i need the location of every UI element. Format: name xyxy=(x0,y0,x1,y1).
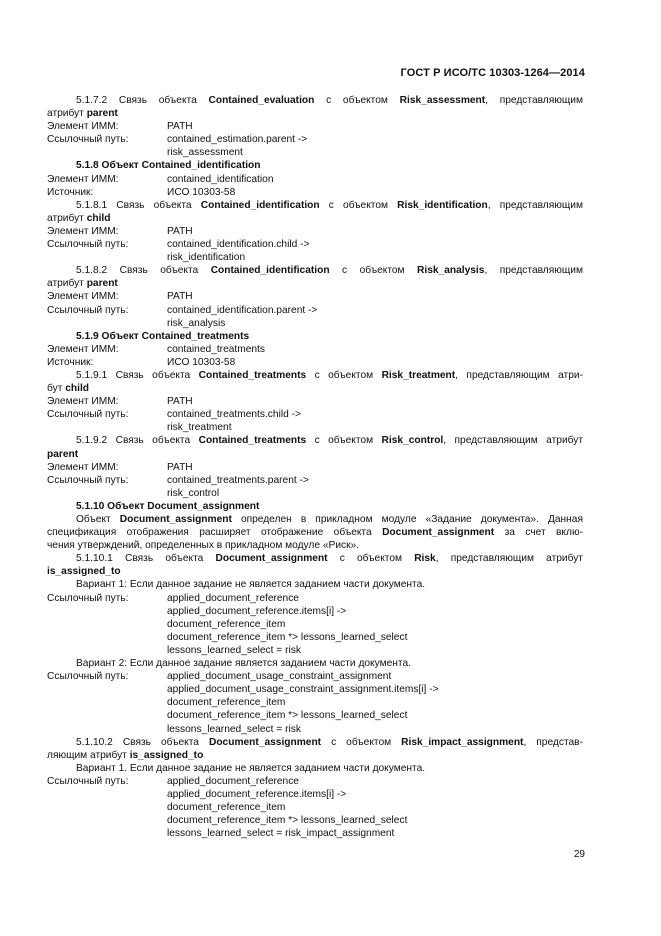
clause-5-1-8-2-title: 5.1.8.2 Связь объекта Contained_identification с объектом Risk_analysis, представляющим xyxy=(76,265,583,277)
clause-5-1-8-1-title: 5.1.8.1 Связь объекта Contained_identification с объектом Risk_identification, представляющим xyxy=(76,199,583,211)
path-row: Ссылочный путь: contained_identification.child -> xyxy=(47,239,310,251)
clause-5-1-9-2-cont: parent xyxy=(47,448,79,460)
path-row: Ссылочный путь: applied_document_reference xyxy=(47,775,299,787)
path-row: Ссылочный путь: contained_identification.parent -> xyxy=(47,304,318,316)
path-line: lessons_learned_select = risk xyxy=(167,723,301,735)
path-line: applied_document_reference.items[i] -> xyxy=(167,605,347,617)
paragraph-line: спецификация отображения расширяет отображение объекта Document_assignment за счет вклю- xyxy=(47,527,583,539)
path-line: risk_analysis xyxy=(167,317,226,329)
path-line: document_reference_item xyxy=(167,802,286,814)
source-row: Источник: ИСО 10303-58 xyxy=(47,356,236,368)
clause-5-1-10-2-title: 5.1.10.2 Связь объекта Document_assignment с объектом Risk_impact_assignment, представ- xyxy=(76,736,583,748)
path-line: risk_treatment xyxy=(167,422,232,434)
page-number: 29 xyxy=(573,849,585,860)
path-line: document_reference_item xyxy=(167,697,286,709)
element-row: Элемент ИММ: PATH xyxy=(47,291,193,303)
element-row: Элемент ИММ: PATH xyxy=(47,461,193,473)
element-row: Элемент ИММ: PATH xyxy=(47,121,193,133)
variant-line: Вариант 1. Если данное задание не является заданием части документа. xyxy=(76,762,426,774)
clause-5-1-7-2-title: 5.1.7.2 Связь объекта Contained_evaluation с объектом Risk_assessment, представляющим xyxy=(76,95,583,106)
path-line: document_reference_item *> lessons_learned_select xyxy=(167,631,408,643)
clause-5-1-9-heading: 5.1.9 Объект Contained_treatments xyxy=(76,330,250,342)
path-line: risk_control xyxy=(167,487,220,499)
page-body xyxy=(47,94,583,840)
path-row: Ссылочный путь: applied_document_usage_constraint_assignment xyxy=(47,671,392,683)
clause-5-1-9-2-title: 5.1.9.2 Связь объекта Contained_treatments с объектом Risk_control, представляющим атрибут xyxy=(76,435,584,447)
path-line: lessons_learned_select = risk_impact_assignment xyxy=(167,828,395,840)
variant-line: Вариант 1: Если данное задание не является заданием части документа. xyxy=(76,579,426,591)
path-line: document_reference_item xyxy=(167,618,286,630)
path-row: Ссылочный путь: contained_treatments.child -> xyxy=(47,409,301,421)
element-row: Элемент ИММ: PATH xyxy=(47,225,193,237)
path-line: applied_document_usage_constraint_assignment.items[i] -> xyxy=(167,684,439,696)
clause-5-1-10-1-cont: is_assigned_to xyxy=(47,566,121,578)
clause-5-1-9-1-title: 5.1.9.1 Связь объекта Contained_treatments с объектом Risk_treatment, представляющим атри- xyxy=(76,369,583,381)
clause-5-1-8-2-cont: атрибут parent xyxy=(47,278,118,290)
path-line: risk_assessment xyxy=(167,147,243,159)
path-row: Ссылочный путь: applied_document_reference xyxy=(47,592,299,604)
clause-5-1-8-heading: 5.1.8 Объект Contained_identification xyxy=(76,160,261,172)
standard-header: ГОСТ Р ИСО/ТС 10303-1264—2014 xyxy=(400,67,585,79)
path-line: lessons_learned_select = risk xyxy=(167,644,301,656)
paragraph-line: Объект Document_assignment определен в прикладном модуле «Задание документа». Данная xyxy=(76,514,583,525)
element-row: Элемент ИММ: PATH xyxy=(47,396,193,408)
path-row: Ссылочный путь: contained_treatments.parent -> xyxy=(47,474,309,486)
path-line: risk_identification xyxy=(167,252,246,264)
path-line: document_reference_item *> lessons_learned_select xyxy=(167,710,408,722)
path-row: Ссылочный путь: contained_estimation.parent -> xyxy=(47,134,308,146)
source-row: Источник: ИСО 10303-58 xyxy=(47,186,236,198)
path-line: document_reference_item *> lessons_learned_select xyxy=(167,815,408,827)
clause-5-1-10-1-title: 5.1.10.1 Связь объекта Document_assignment с объектом Risk, представляющим атрибут xyxy=(76,553,583,565)
clause-5-1-8-1-cont: атрибут child xyxy=(47,212,111,224)
clause-5-1-10-heading: 5.1.10 Объект Document_assignment xyxy=(76,500,260,512)
clause-5-1-7-2-cont: атрибут parent xyxy=(47,108,118,120)
element-row: Элемент ИММ: contained_identification xyxy=(47,173,274,185)
variant-line: Вариант 2: Если данное задание является заданием части документа. xyxy=(76,658,411,670)
clause-5-1-10-2-cont: ляющим атрибут is_assigned_to xyxy=(47,749,204,761)
element-row: Элемент ИММ: contained_treatments xyxy=(47,343,265,355)
paragraph-line: чения утверждений, определенных в прикладном модуле «Риск». xyxy=(47,540,360,552)
path-line: applied_document_reference.items[i] -> xyxy=(167,788,347,800)
clause-5-1-9-1-cont: бут child xyxy=(47,383,89,395)
